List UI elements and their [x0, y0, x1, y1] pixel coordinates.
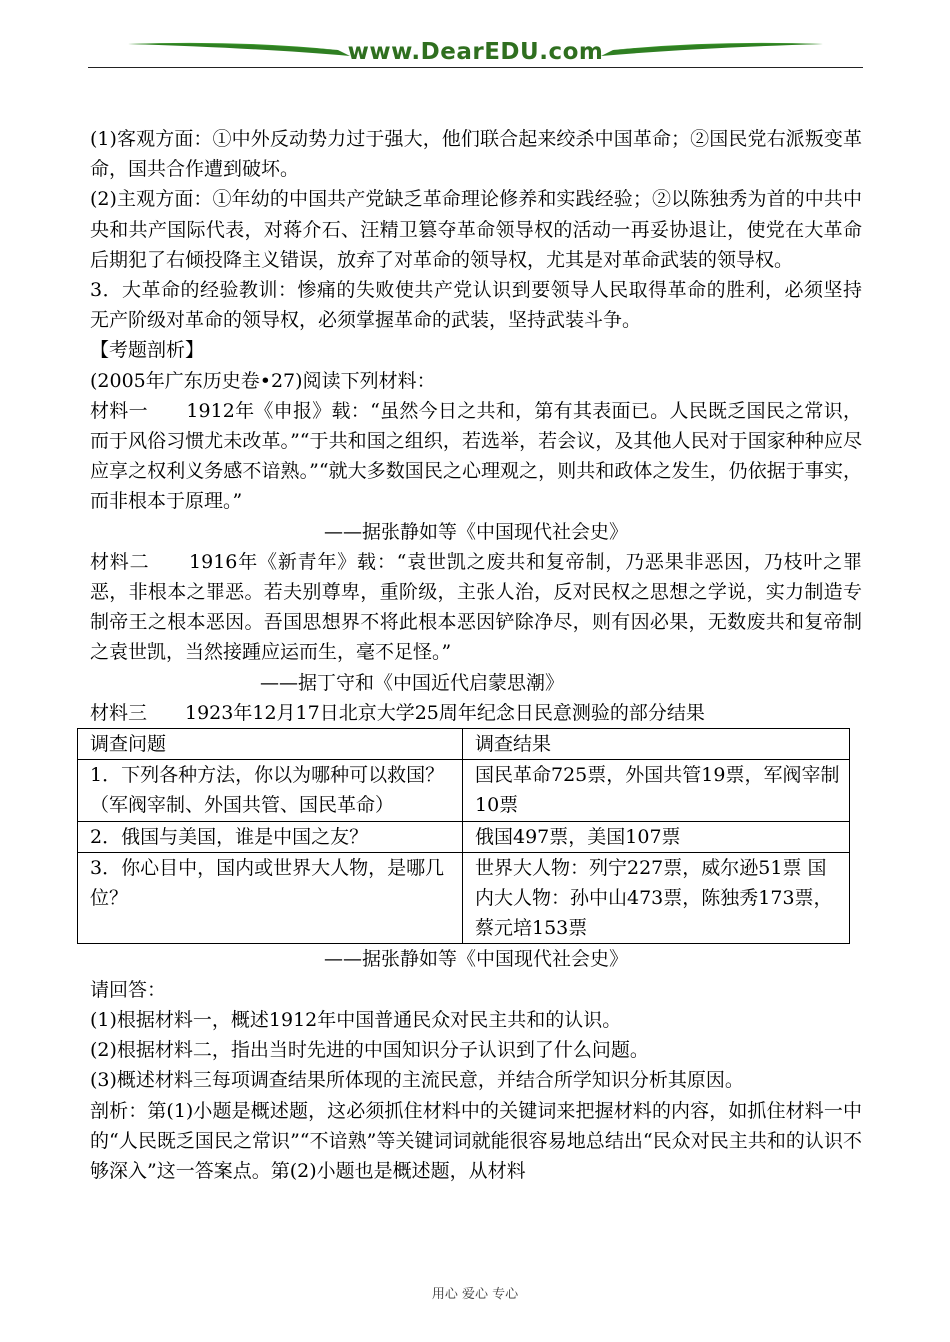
analysis-paragraph: 剖析：第(1)小题是概述题，这必须抓住材料中的关键词来把握材料的内容，如抓住材料一中的“人民既乏国民之常识”“不谙熟”等关键词词就能很容易地总结出“民众对民主共和的认识不够深入”这一答案点。第(2)小题也是概述题，从材料	[90, 1099, 862, 1182]
table-row	[78, 821, 850, 852]
table-cell: 世界大人物：列宁227票，威尔逊51票 国内大人物：孙中山473票，陈独秀173票，蔡元培153票	[463, 852, 850, 944]
page-footer: 用心 爱心 专心	[431, 1287, 519, 1302]
prompt-label: 请回答：	[90, 978, 167, 1001]
section-heading: 【考题剖析】	[90, 339, 205, 362]
question-item: (1)根据材料一，概述1912年中国普通民众对民主共和的认识。	[90, 1008, 622, 1031]
citation: ——据丁守和《中国近代启蒙思潮》	[260, 671, 565, 694]
material-two: 材料二 1916年《新青年》载：“袁世凯之废共和复帝制，乃恶果非恶因，乃枝叶之罪恶，非根本之罪恶。若夫别尊卑，重阶级，主张人治，反对民权之思想之学说，实力制造专制帝王之根本恶因。吾国思想界不将此根本恶因铲除净尽，则有因必果，无数废共和复帝制之袁世凯，当然接踵应运而生，毫不足怪。”	[90, 550, 862, 664]
table-row	[78, 760, 850, 821]
survey-table	[77, 728, 850, 944]
table-cell: 2．俄国与美国，谁是中国之友？	[78, 821, 463, 852]
table-cell: 俄国497票，美国107票	[463, 821, 850, 852]
table-cell: 1．下列各种方法，你以为哪种可以救国？（军阀宰制、外国共管、国民革命）	[78, 760, 463, 821]
paragraph: (1)客观方面：①中外反动势力过于强大，他们联合起来绞杀中国革命；②国民党右派叛变革命，国共合作遭到破坏。	[90, 128, 862, 181]
citation: ——据张静如等《中国现代社会史》	[323, 520, 628, 543]
table-cell: 国民革命725票，外国共管19票，军阀宰制10票	[463, 760, 850, 821]
paragraph: 3．大革命的经验教训：惨痛的失败使共产党认识到要领导人民取得革命的胜利，必须坚持无产阶级对革命的领导权，必须掌握革命的武装，坚持武装斗争。	[90, 279, 862, 332]
paragraph: (2)主观方面：①年幼的中国共产党缺乏革命理论修养和实践经验；②以陈独秀为首的中共中央和共产国际代表，对蒋介石、汪精卫篡夺革命领导权的活动一再妥协退让，使党在大革命后期犯了右倾投降主义错误，放弃了对革命的领导权，尤其是对革命武装的领导权。	[90, 188, 862, 271]
table-header-row	[78, 729, 850, 760]
material-three: 材料三 1923年12月17日北京大学25周年纪念日民意测验的部分结果	[90, 701, 705, 724]
table-header-cell: 调查结果	[463, 729, 850, 760]
question-item: (2)根据材料二，指出当时先进的中国知识分子认识到了什么问题。	[90, 1039, 649, 1062]
table-row	[78, 852, 850, 944]
material-one: 材料一 1912年《申报》载：“虽然今日之共和，第有其表面已。人民既乏国民之常识，而于风俗习惯尤未改革。”“于共和国之组织，若选举，若会议，及其他人民对于国家种种应尽应享之权利义务感不谙熟。”“就大多数国民之心理观之，则共和政体之发生，仍依据于事实，而非根本于原理。”	[90, 399, 862, 513]
citation: ——据张静如等《中国现代社会史》	[323, 948, 628, 971]
question-source: (2005年广东历史卷•27)阅读下列材料：	[90, 369, 436, 392]
table-header-cell: 调查问题	[78, 729, 463, 760]
question-item: (3)概述材料三每项调查结果所体现的主流民意，并结合所学知识分析其原因。	[90, 1069, 744, 1092]
table-cell: 3．你心目中，国内或世界大人物，是哪几位？	[78, 852, 463, 944]
site-logo-text[interactable]: www.DearEDU.com	[347, 39, 604, 65]
header-divider	[88, 67, 863, 68]
document-body	[90, 124, 862, 1186]
site-header	[88, 34, 863, 70]
